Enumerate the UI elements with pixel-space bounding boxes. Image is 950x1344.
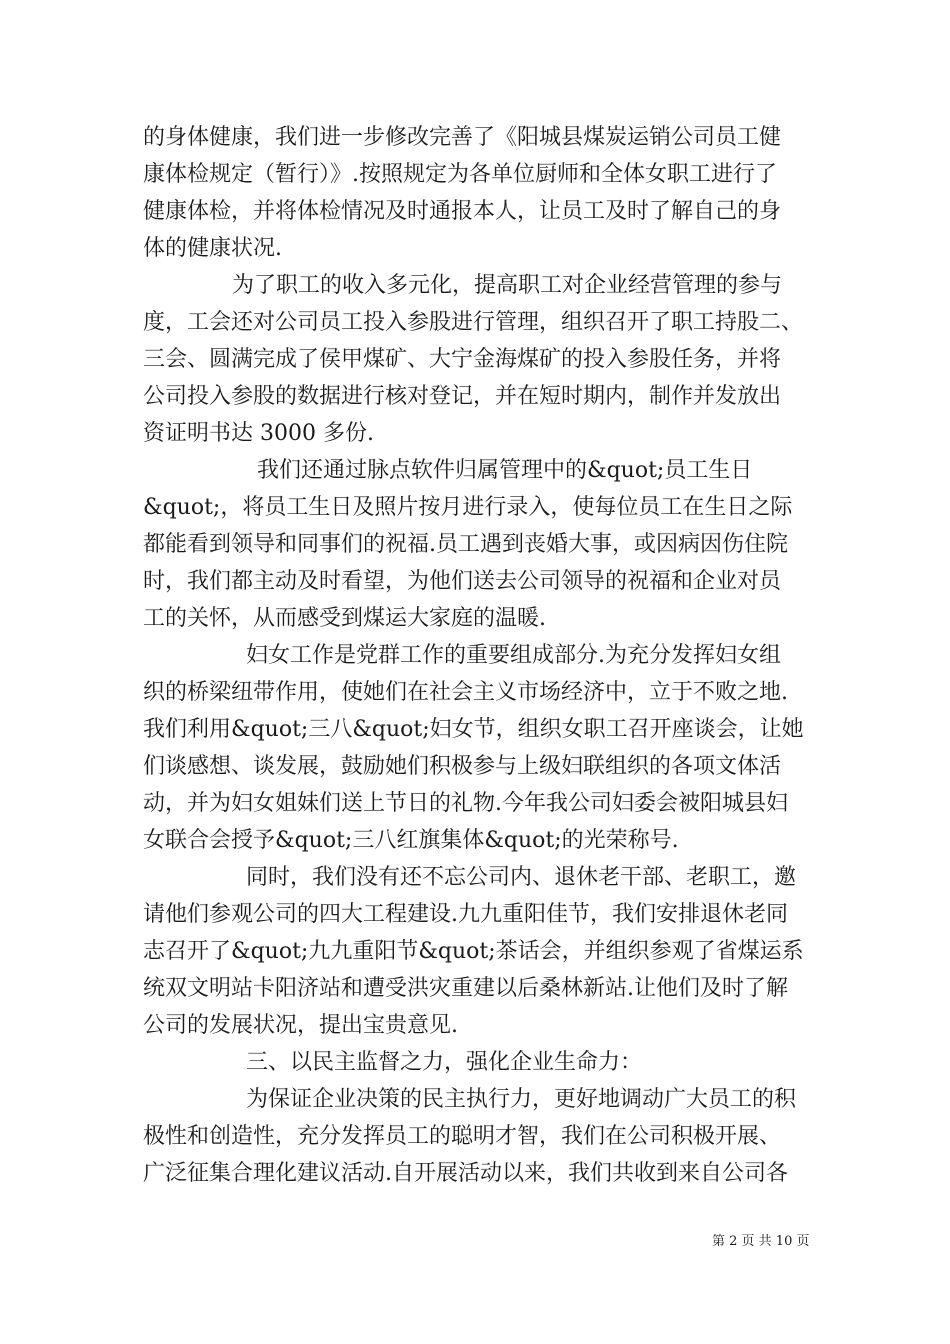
body-line: 工的关怀，从而感受到煤运大家庭的温暖. xyxy=(143,606,546,631)
body-line: 都能看到领导和同事们的祝福.员工遇到丧婚大事，或因病因伤住院 xyxy=(143,532,788,557)
body-line: 体的健康状况. xyxy=(143,236,282,261)
body-line: 为保证企业决策的民主执行力，更好地调动广大员工的积 xyxy=(246,1087,797,1112)
body-line: 统双文明站卡阳济站和遭受洪灾重建以后桑林新站.让他们及时了解 xyxy=(143,976,788,1001)
body-line: 织的桥梁纽带作用，使她们在社会主义市场经济中，立于不败之地. xyxy=(143,680,788,705)
body-line: 资证明书达 3000 多份. xyxy=(143,421,374,446)
body-line: 们谈感想、谈发展，鼓励她们积极参与上级妇联组织的各项文体活 xyxy=(143,754,782,779)
body-line: 极性和创造性，充分发挥员工的聪明才智，我们在公司积极开展、 xyxy=(143,1124,782,1149)
body-line: 同时，我们没有还不忘公司内、退休老干部、老职工，邀 xyxy=(246,865,797,890)
section-heading: 三、以民主监督之力，强化企业生命力： xyxy=(246,1050,643,1075)
body-line: 健康体检，并将体检情况及时通报本人，让员工及时了解自己的身 xyxy=(143,199,782,224)
body-line: 请他们参观公司的四大工程建设.九九重阳佳节，我们安排退休老同 xyxy=(143,902,788,927)
body-line: 广泛征集合理化建议活动.自开展活动以来，我们共收到来自公司各 xyxy=(143,1161,788,1186)
body-line: 妇女工作是党群工作的重要组成部分.为充分发挥妇女组 xyxy=(246,643,781,668)
body-line: 我们利用&quot;三八&quot;妇女节，组织女职工召开座谈会，让她 xyxy=(143,717,804,742)
body-line: 动，并为妇女姐妹们送上节日的礼物.今年我公司妇委会被阳城县妇 xyxy=(143,791,788,816)
body-line: 的身体健康，我们进一步修改完善了《阳城县煤炭运销公司员工健 xyxy=(143,125,782,150)
body-line: 度，工会还对公司员工投入参股进行管理，组织召开了职工持股二、 xyxy=(143,310,804,335)
body-line: &quot;，将员工生日及照片按月进行录入，使每位员工在生日之际 xyxy=(143,495,793,520)
body-line: 公司的发展状况，提出宝贵意见. xyxy=(143,1013,458,1038)
body-line: 女联合会授予&quot;三八红旗集体&quot;的光荣称号. xyxy=(143,828,679,853)
body-line: 我们还通过脉点软件归属管理中的&quot;员工生日 xyxy=(257,458,753,483)
body-line: 康体检规定（暂行）》.按照规定为各单位厨师和全体女职工进行了 xyxy=(143,162,777,187)
page-number: 第 2 页 共 10 页 xyxy=(712,1234,810,1249)
body-line: 时，我们都主动及时看望，为他们送去公司领导的祝福和企业对员 xyxy=(143,569,782,594)
body-line: 公司投入参股的数据进行核对登记，并在短时期内，制作并发放出 xyxy=(143,384,782,409)
body-line: 为了职工的收入多元化，提高职工对企业经营管理的参与 xyxy=(232,273,783,298)
body-line: 三会、圆满完成了侯甲煤矿、大宁金海煤矿的投入参股任务，并将 xyxy=(143,347,782,372)
body-line: 志召开了&quot;九九重阳节&quot;茶话会，并组织参观了省煤运系 xyxy=(143,939,804,964)
